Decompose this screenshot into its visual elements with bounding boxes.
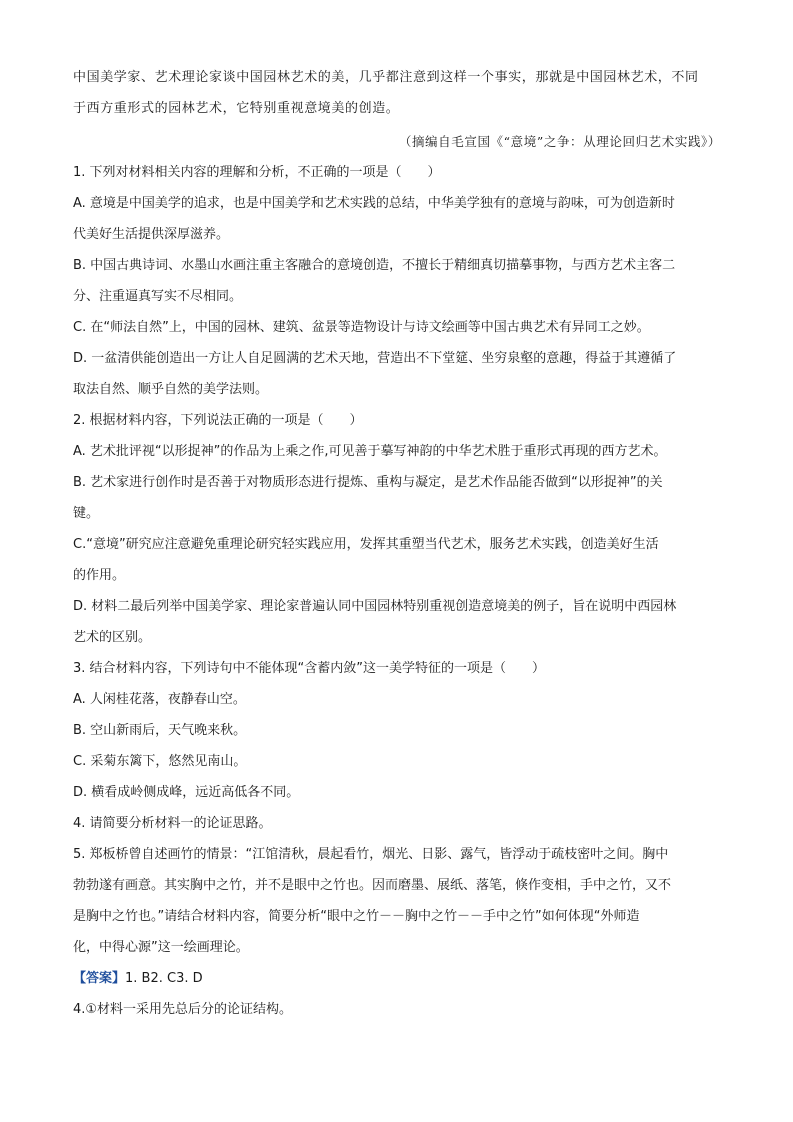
question-stem-continued: 化，中得心源”这一绘画理论。 xyxy=(73,940,249,955)
option-a-continued: 代美好生活提供深厚滋养。 xyxy=(73,227,230,242)
excerpt-line: 中国美学家、艺术理论家谈中国园林艺术的美，几乎都注意到这样一个事实，那就是中国园林艺术，不同 xyxy=(73,70,699,85)
excerpt-line: 于西方重形式的园林艺术，它特别重视意境美的创造。 xyxy=(73,101,400,116)
question-2 xyxy=(73,405,725,653)
option-d: D. 一盆清供能创造出一方让人自足圆满的艺术天地，营造出不下堂筵、坐穷泉壑的意趣，得益于其遵循了 xyxy=(73,351,677,366)
question-stem: 5. 郑板桥曾自述画竹的情景：“江馆清秋，晨起看竹，烟光、日影、露气，皆浮动于疏枝密叶之间。胸中 xyxy=(73,847,669,862)
answer-line: 4.①材料一采用先总后分的论证结构。 xyxy=(73,1002,293,1017)
option-a: A. 艺术批评视“以形捉神”的作品为上乘之作,可见善于摹写神韵的中华艺术胜于重形式再现的西方艺术。 xyxy=(73,444,667,459)
option-a: A. 人闲桂花落，夜静春山空。 xyxy=(73,692,246,707)
option-a: A. 意境是中国美学的追求，也是中国美学和艺术实践的总结，中华美学独有的意境与韵味，可为创造新时 xyxy=(73,196,675,211)
option-b: B. 艺术家进行创作时是否善于对物质形态进行提炼、重构与凝定，是艺术作品能否做到“以形捉神”的关 xyxy=(73,475,663,490)
question-1 xyxy=(73,157,725,405)
question-stem-continued: 勃勃遂有画意。其实胸中之竹，并不是眼中之竹也。因而磨墨、展纸、落笔，倏作变相，手中之竹，又不 xyxy=(73,878,672,893)
question-stem: 2. 根据材料内容，下列说法正确的一项是（ ） xyxy=(73,413,363,428)
option-b: B. 空山新雨后，天气晚来秋。 xyxy=(73,723,247,738)
option-b-continued: 键。 xyxy=(73,506,100,521)
question-stem: 4. 请简要分析材料一的论证思路。 xyxy=(73,816,272,831)
answer-line xyxy=(73,963,725,994)
excerpt-source: （摘编自毛宣国《“意境”之争：从理论回归艺术实践》） xyxy=(398,134,721,149)
question-4 xyxy=(73,808,725,839)
option-d: D. 材料二最后列举中国美学家、理论家普遍认同中国园林特别重视创造意境美的例子，旨在说明中西园林 xyxy=(73,599,677,614)
question-stem-continued: 是胸中之竹也。”请结合材料内容，简要分析“眼中之竹－－胸中之竹－－手中之竹”如何体现“外师造 xyxy=(73,909,640,924)
document-content xyxy=(73,62,725,1025)
option-d-continued: 艺术的区别。 xyxy=(73,630,152,645)
option-c: C. 在“师法自然”上，中国的园林、建筑、盆景等造物设计与诗文绘画等中国古典艺术有异同工之妙。 xyxy=(73,320,650,335)
option-b-continued: 分、注重逼真写实不尽相同。 xyxy=(73,289,243,304)
question-stem: 3. 结合材料内容，下列诗句中不能体现“含蓄内敛”这一美学特征的一项是（ ） xyxy=(73,661,546,676)
answer-text: 1. B2. C3. D xyxy=(125,971,203,986)
question-5 xyxy=(73,839,725,963)
option-c: C.“意境”研究应注意避免重理论研究轻实践应用，发挥其重塑当代艺术，服务艺术实践，创造美好生活 xyxy=(73,537,659,552)
option-d-continued: 取法自然、顺乎自然的美学法则。 xyxy=(73,382,269,397)
answer-section xyxy=(73,963,725,1025)
option-c: C. 采菊东篱下，悠然见南山。 xyxy=(73,754,247,769)
option-d: D. 横看成岭侧成峰，远近高低各不同。 xyxy=(73,785,300,800)
material-excerpt xyxy=(73,62,725,157)
answer-tag: 【答案】 xyxy=(73,971,126,986)
option-c-continued: 的作用。 xyxy=(73,568,126,583)
option-b: B. 中国古典诗词、水墨山水画注重主客融合的意境创造，不擅长于精细真切描摹事物，与西方艺术主客二 xyxy=(73,258,676,273)
question-stem: 1. 下列对材料相关内容的理解和分析，不正确的一项是（ ） xyxy=(73,165,441,180)
question-3 xyxy=(73,653,725,808)
